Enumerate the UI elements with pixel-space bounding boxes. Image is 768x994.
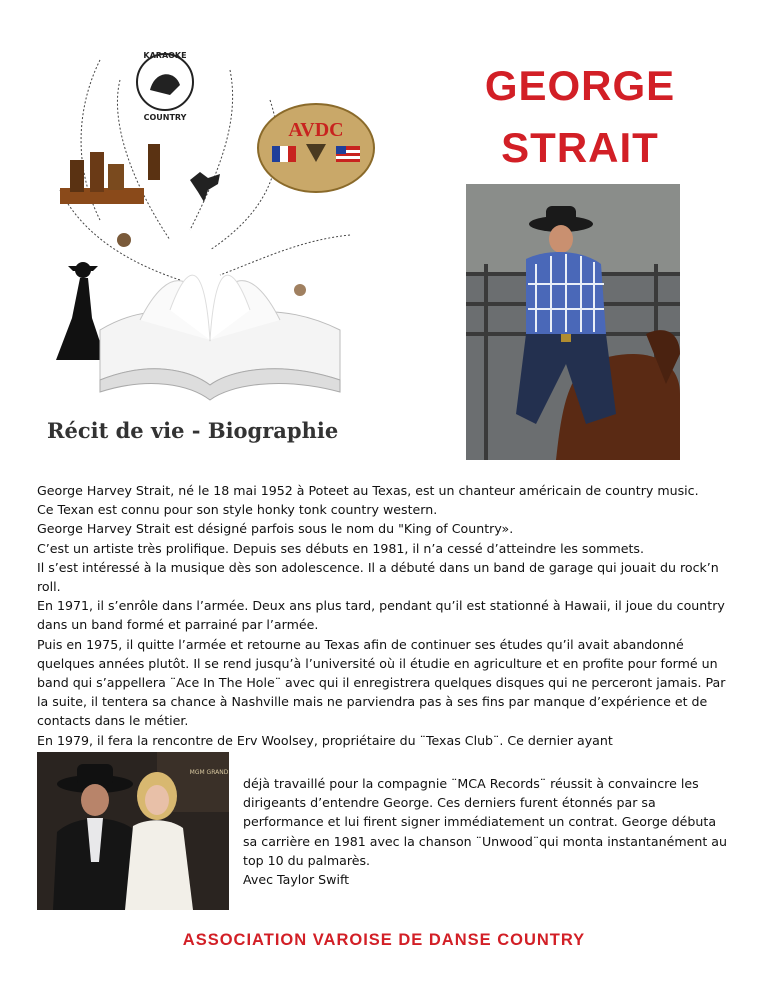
bio-paragraph: En 1979, il fera la rencontre de Erv Woolsey, propriétaire du ¨Texas Club¨. Ce dernier ayant — [37, 732, 613, 748]
horse-rider-silhouette — [190, 172, 220, 202]
karaoke-logo — [137, 51, 193, 122]
subtitle: Récit de vie - Biographie — [47, 418, 339, 443]
svg-text:MGM GRAND: MGM GRAND — [189, 769, 229, 776]
biography-side-text — [243, 774, 733, 889]
bio-paragraph: C’est un artiste très prolifique. Depuis ses débuts en 1981, il n’a cessé d’atteindre les sommets. — [37, 540, 644, 556]
title-line-1: GEORGE — [484, 62, 676, 109]
small-figure-image — [117, 233, 131, 247]
taylor-swift-photo — [37, 752, 229, 910]
header-illustration — [40, 40, 380, 415]
footer-association-name: ASSOCIATION VAROISE DE DANSE COUNTRY — [182, 931, 586, 949]
guitar-player-image — [294, 284, 306, 296]
bio-paragraph: George Harvey Strait, né le 18 mai 1952 à Poteet au Texas, est un chanteur américain de country music. — [37, 483, 699, 498]
bio-paragraph: Ce Texan est connu pour son style honky tonk country western. — [37, 502, 438, 518]
saddle-boots-image — [60, 144, 160, 204]
photo-caption: Avec Taylor Swift — [243, 872, 350, 888]
svg-text:COUNTRY: COUNTRY — [143, 113, 187, 122]
bio-paragraph: George Harvey Strait est désigné parfois sous le nom du "King of Country». — [37, 521, 514, 537]
bio-paragraph: Il s’est intéressé à la musique dès son adolescence. Il a débuté dans un band de garage qui jouait du rock’n roll. — [37, 559, 719, 595]
bio-paragraph: En 1971, il s’enrôle dans l’armée. Deux ans plus tard, pendant qu’il est stationné à Hawaii, il joue du country dans un band formé et parrainé par l’armée. — [37, 598, 725, 633]
avdc-logo — [258, 104, 374, 192]
bio-side-paragraph: déjà travaillé pour la compagnie ¨MCA Records¨ réussit à convaincre les dirigeants d’entendre George. Ces derniers furent étonnés par sa performance et lui firent signer immédiatement un contrat. George débuta sa carrière en 1981 avec la chanson ¨Unwood¨qui monta instantanément au top 10 du palmarès. — [243, 776, 727, 868]
dancer-silhouette — [56, 262, 106, 360]
biography-text — [37, 481, 737, 750]
svg-text:AVDC: AVDC — [288, 119, 344, 141]
svg-text:KARAOKE: KARAOKE — [143, 51, 187, 60]
george-strait-horse-photo — [466, 184, 680, 460]
page-title — [440, 55, 720, 179]
title-line-2: STRAIT — [501, 124, 659, 171]
bio-paragraph: Puis en 1975, il quitte l’armée et retourne au Texas afin de continuer ses études qu’il avait abandonné quelques années plutôt. Il se rend jusqu’à l’université où il étudie en agriculture et en profite pour formé un band qui s’appellera ¨Ace In The Hole¨ avec qui il enregistrera quelques disques qui ne perceront jamais. Par la suite, il tentera sa chance à Nashville mais ne parviendra pas à ses fins par manque d’expérience et de contacts dans le métier. — [37, 636, 726, 729]
